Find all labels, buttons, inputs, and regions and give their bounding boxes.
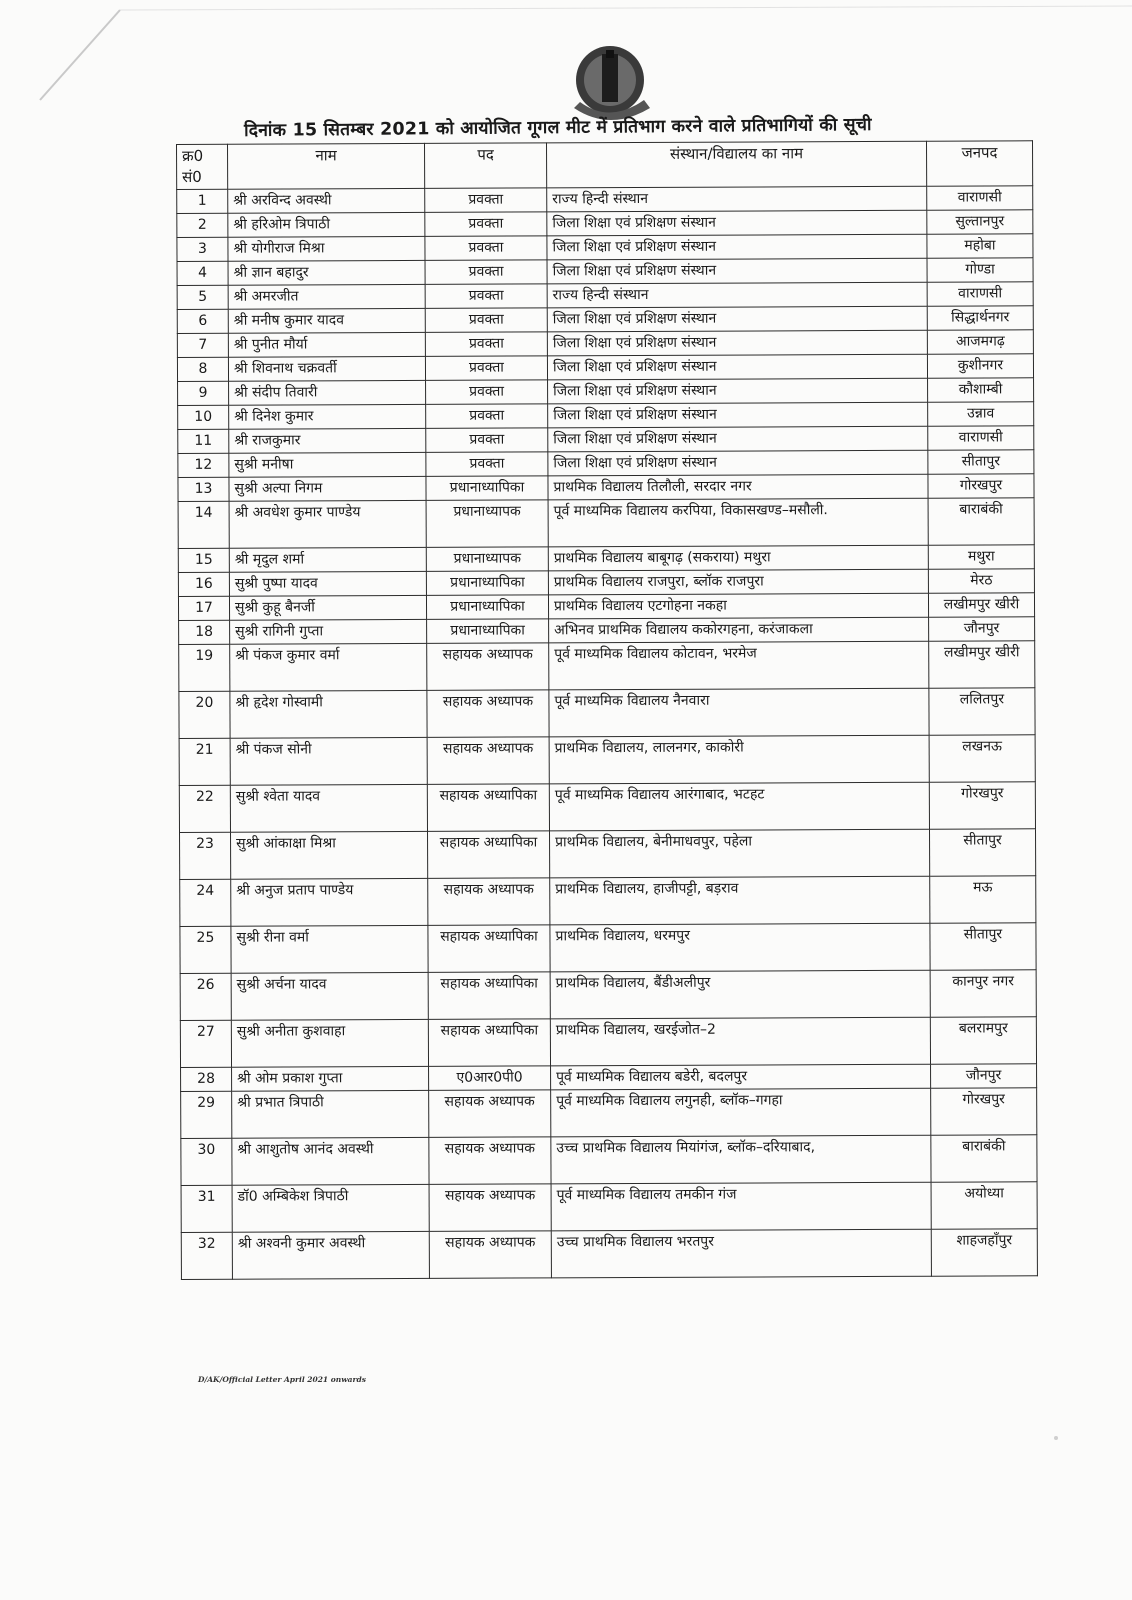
serial-number-cell: 13 [178, 477, 229, 501]
serial-number-cell: 32 [181, 1232, 232, 1279]
institution-cell: जिला शिक्षा एवं प्रशिक्षण संस्थान [548, 378, 928, 404]
name-cell: सुश्री रागिनी गुप्ता [230, 619, 427, 644]
serial-number-cell: 5 [177, 285, 228, 309]
serial-number-cell: 9 [178, 381, 229, 405]
post-cell: प्रवक्ता [426, 428, 548, 453]
district-cell: महोबा [927, 234, 1033, 258]
table-header-row [177, 141, 1033, 190]
district-cell: गोण्डा [927, 258, 1033, 282]
table-row [179, 735, 1035, 786]
serial-number-cell: 22 [179, 785, 230, 832]
name-cell: श्री ज्ञान बहादुर [228, 260, 425, 285]
serial-number-cell: 30 [181, 1138, 232, 1185]
table-row [181, 1229, 1037, 1280]
serial-number-cell: 23 [180, 832, 231, 879]
serial-number-cell: 3 [177, 237, 228, 261]
name-cell: श्री अवधेश कुमार पाण्डेय [229, 500, 426, 548]
district-cell: लखीमपुर खीरी [929, 641, 1035, 688]
serial-number-cell: 4 [177, 261, 228, 285]
post-cell: प्रधानाध्यापिका [426, 476, 548, 501]
serial-number-cell: 12 [178, 453, 229, 477]
serial-number-cell: 11 [178, 429, 229, 453]
district-cell: गोरखपुर [931, 1088, 1037, 1135]
table-row [179, 641, 1035, 692]
name-cell: श्री अश्वनी कुमार अवस्थी [232, 1231, 429, 1279]
district-cell: बाराबंकी [931, 1135, 1037, 1182]
institution-cell: जिला शिक्षा एवं प्रशिक्षण संस्थान [547, 306, 927, 332]
name-cell: डॉ0 अम्बिकेश त्रिपाठी [232, 1184, 429, 1232]
name-cell: श्री आशुतोष आनंद अवस्थी [232, 1137, 429, 1185]
institution-cell: जिला शिक्षा एवं प्रशिक्षण संस्थान [547, 330, 927, 356]
table-row [181, 1182, 1037, 1233]
district-cell: कानपुर नगर [930, 970, 1036, 1017]
post-cell: सहायक अध्यापक [427, 643, 549, 691]
name-cell: सुश्री कुहू बैनर्जी [229, 595, 426, 620]
serial-number-cell: 17 [178, 596, 229, 620]
table-row [180, 829, 1036, 880]
name-cell: श्री अनुज प्रताप पाण्डेय [231, 878, 428, 926]
post-cell: सहायक अध्यापिका [428, 925, 550, 973]
name-cell: श्री पंकज सोनी [230, 737, 427, 785]
serial-number-cell: 26 [180, 973, 231, 1020]
institution-cell: प्राथमिक विद्यालय, बेनीमाधवपुर, पहेला [550, 829, 930, 878]
institution-cell: अभिनव प्राथमिक विद्यालय ककोरगहना, करंजाकला [549, 617, 929, 643]
institution-cell: पूर्व माध्यमिक विद्यालय तमकीन गंज [551, 1182, 931, 1231]
post-cell: प्रवक्ता [426, 452, 548, 477]
institution-cell: प्राथमिक विद्यालय तिलौली, सरदार नगर [548, 474, 928, 500]
post-cell: प्रवक्ता [426, 404, 548, 429]
serial-number-cell: 24 [180, 879, 231, 926]
header-district: जनपद [926, 141, 1032, 186]
header-institution: संस्थान/विद्यालय का नाम [546, 141, 926, 188]
name-cell: श्री योगीराज मिश्रा [228, 236, 425, 261]
institution-logo [560, 44, 660, 120]
name-cell: श्री मनीष कुमार यादव [228, 308, 425, 333]
name-cell: श्री पुनीत मौर्या [228, 332, 425, 357]
institution-cell: जिला शिक्षा एवं प्रशिक्षण संस्थान [547, 354, 927, 380]
post-cell: प्रवक्ता [426, 380, 548, 405]
name-cell: सुश्री आंकाक्षा मिश्रा [231, 831, 428, 879]
institution-cell: जिला शिक्षा एवं प्रशिक्षण संस्थान [548, 450, 928, 476]
district-cell: सिद्धार्थनगर [927, 306, 1033, 330]
serial-number-cell: 1 [177, 189, 228, 213]
table-row [179, 688, 1035, 739]
post-cell: प्रवक्ता [425, 332, 547, 357]
post-cell: प्रवक्ता [425, 236, 547, 261]
table-row [181, 1135, 1037, 1186]
institution-cell: प्राथमिक विद्यालय एटगोहना नकहा [548, 593, 928, 619]
district-cell: सीतापुर [929, 829, 1035, 876]
name-cell: श्री हृदेश गोस्वामी [230, 690, 427, 738]
post-cell: प्रवक्ता [425, 356, 547, 381]
district-cell: लखीमपुर खीरी [928, 593, 1034, 617]
post-cell: सहायक अध्यापक [429, 1137, 551, 1185]
post-cell: सहायक अध्यापक [429, 1090, 551, 1138]
serial-number-cell: 18 [179, 620, 230, 644]
serial-number-cell: 25 [180, 926, 231, 973]
table-row [181, 1088, 1037, 1139]
institution-cell: पूर्व माध्यमिक विद्यालय नैनवारा [549, 688, 929, 737]
district-cell: जौनपुर [931, 1064, 1037, 1088]
institution-cell: प्राथमिक विद्यालय, खरईजोत–2 [550, 1017, 930, 1066]
institution-cell: राज्य हिन्दी संस्थान [547, 186, 927, 212]
district-cell: मेरठ [928, 569, 1034, 593]
institution-cell: पूर्व माध्यमिक विद्यालय आरंगाबाद, भटहट [549, 782, 929, 831]
page-title: दिनांक 15 सितम्बर 2021 को आयोजित गूगल मीट में प्रतिभाग करने वाले प्रतिभागियों की सूची [244, 114, 872, 141]
name-cell: श्री मृदुल शर्मा [229, 547, 426, 572]
name-cell: श्री दिनेश कुमार [229, 404, 426, 429]
name-cell: सुश्री अनीता कुशवाहा [231, 1019, 428, 1067]
institution-cell: पूर्व माध्यमिक विद्यालय करपिया, विकासखण्ड–मसौली. [548, 498, 928, 547]
institution-cell: जिला शिक्षा एवं प्रशिक्षण संस्थान [547, 210, 927, 236]
emblem-icon [560, 44, 660, 120]
serial-number-cell: 16 [178, 572, 229, 596]
name-cell: श्री शिवनाथ चक्रवर्ती [228, 356, 425, 381]
name-cell: सुश्री श्वेता यादव [230, 784, 427, 832]
institution-cell: प्राथमिक विद्यालय, धरमपुर [550, 923, 930, 972]
name-cell: श्री अरविन्द अवस्थी [228, 188, 425, 213]
institution-cell: प्राथमिक विद्यालय, लालनगर, काकोरी [549, 735, 929, 784]
serial-number-cell: 14 [178, 501, 229, 548]
district-cell: आजमगढ़ [927, 330, 1033, 354]
institution-cell: प्राथमिक विद्यालय, बैंडीअलीपुर [550, 970, 930, 1019]
institution-cell: उच्च प्राथमिक विद्यालय मियांगंज, ब्लॉक–दरियाबाद, [551, 1135, 931, 1184]
post-cell: प्रवक्ता [425, 308, 547, 333]
district-cell: वाराणसी [927, 282, 1033, 306]
serial-number-cell: 2 [177, 213, 228, 237]
institution-cell: पूर्व माध्यमिक विद्यालय कोटावन, भरमेज [549, 641, 929, 690]
district-cell: सीतापुर [930, 923, 1036, 970]
district-cell: शाहजहाँपुर [931, 1229, 1037, 1276]
name-cell: श्री पंकज कुमार वर्मा [230, 643, 427, 691]
post-cell: सहायक अध्यापिका [428, 831, 550, 879]
serial-number-cell: 19 [179, 644, 230, 691]
institution-cell: प्राथमिक विद्यालय, हाजीपट्टी, बड़राव [550, 876, 930, 925]
name-cell: श्री संदीप तिवारी [229, 380, 426, 405]
institution-cell: पूर्व माध्यमिक विद्यालय बडेरी, बदलपुर [551, 1064, 931, 1090]
name-cell: सुश्री मनीषा [229, 452, 426, 477]
institution-cell: जिला शिक्षा एवं प्रशिक्षण संस्थान [548, 426, 928, 452]
institution-cell: राज्य हिन्दी संस्थान [547, 282, 927, 308]
district-cell: कुशीनगर [927, 354, 1033, 378]
post-cell: प्रधानाध्यापक [426, 547, 548, 572]
table-row [179, 782, 1035, 833]
institution-cell: जिला शिक्षा एवं प्रशिक्षण संस्थान [547, 258, 927, 284]
institution-cell: प्राथमिक विद्यालय राजपुरा, ब्लॉक राजपुरा [548, 569, 928, 595]
serial-number-cell: 29 [181, 1091, 232, 1138]
post-cell: प्रधानाध्यापिका [426, 595, 548, 620]
post-cell: प्रवक्ता [425, 212, 547, 237]
header-name: नाम [228, 143, 425, 189]
name-cell: सुश्री अल्पा निगम [229, 476, 426, 501]
district-cell: कौशाम्बी [928, 378, 1034, 402]
post-cell: सहायक अध्यापक [427, 737, 549, 785]
district-cell: वाराणसी [927, 186, 1033, 210]
participants-table-body [177, 186, 1038, 1280]
header-post: पद [424, 143, 546, 189]
post-cell: सहायक अध्यापिका [428, 972, 550, 1020]
post-cell: प्रवक्ता [425, 284, 547, 309]
serial-number-cell: 15 [178, 548, 229, 572]
serial-number-cell: 10 [178, 405, 229, 429]
district-cell: बलरामपुर [930, 1017, 1036, 1064]
district-cell: मथुरा [928, 545, 1034, 569]
header-serial-number: क्र0 सं0 [177, 144, 228, 189]
district-cell: ललितपुर [929, 688, 1035, 735]
serial-number-cell: 27 [180, 1020, 231, 1067]
footer-reference: D/AK/Official Letter April 2021 onwards [198, 1375, 366, 1384]
serial-number-cell: 20 [179, 691, 230, 738]
name-cell: श्री ओम प्रकाश गुप्ता [232, 1066, 429, 1091]
name-cell: श्री अमरजीत [228, 284, 425, 309]
district-cell: अयोध्या [931, 1182, 1037, 1229]
post-cell: प्रवक्ता [425, 188, 547, 213]
table-row [180, 876, 1036, 927]
district-cell: सीतापुर [928, 450, 1034, 474]
post-cell: सहायक अध्यापक [428, 878, 550, 926]
post-cell: प्रधानाध्यापक [426, 500, 548, 548]
name-cell: सुश्री पुष्पा यादव [229, 571, 426, 596]
district-cell: उन्नाव [928, 402, 1034, 426]
serial-number-cell: 28 [181, 1067, 232, 1091]
institution-cell: जिला शिक्षा एवं प्रशिक्षण संस्थान [547, 234, 927, 260]
serial-number-cell: 31 [181, 1185, 232, 1232]
table-row [180, 923, 1036, 974]
district-cell: मऊ [930, 876, 1036, 923]
table-row [178, 498, 1034, 549]
name-cell: श्री राजकुमार [229, 428, 426, 453]
name-cell: श्री प्रभात त्रिपाठी [232, 1090, 429, 1138]
serial-number-cell: 7 [177, 333, 228, 357]
district-cell: बाराबंकी [928, 498, 1034, 545]
post-cell: सहायक अध्यापिका [428, 1019, 550, 1067]
district-cell: गोरखपुर [928, 474, 1034, 498]
serial-number-cell: 21 [179, 738, 230, 785]
table-row [180, 970, 1036, 1021]
post-cell: सहायक अध्यापिका [427, 784, 549, 832]
participants-table [176, 140, 1038, 1280]
post-cell: प्रधानाध्यापिका [426, 571, 548, 596]
institution-cell: पूर्व माध्यमिक विद्यालय लगुनही, ब्लॉक–गगहा [551, 1088, 931, 1137]
district-cell: जौनपुर [929, 617, 1035, 641]
post-cell: सहायक अध्यापक [429, 1231, 551, 1279]
institution-cell: जिला शिक्षा एवं प्रशिक्षण संस्थान [548, 402, 928, 428]
table-row [180, 1017, 1036, 1068]
name-cell: सुश्री अर्चना यादव [231, 972, 428, 1020]
institution-cell: उच्च प्राथमिक विद्यालय भरतपुर [551, 1229, 931, 1278]
serial-number-cell: 8 [177, 357, 228, 381]
post-cell: ए0आर0पी0 [429, 1066, 551, 1091]
name-cell: श्री हरिओम त्रिपाठी [228, 212, 425, 237]
district-cell: लखनऊ [929, 735, 1035, 782]
name-cell: सुश्री रीना वर्मा [231, 925, 428, 973]
district-cell: वाराणसी [928, 426, 1034, 450]
district-cell: सुल्तानपुर [927, 210, 1033, 234]
institution-cell: प्राथमिक विद्यालय बाबूगढ़ (सकराया) मथुरा [548, 545, 928, 571]
serial-number-cell: 6 [177, 309, 228, 333]
post-cell: सहायक अध्यापक [429, 1184, 551, 1232]
district-cell: गोरखपुर [929, 782, 1035, 829]
post-cell: प्रधानाध्यापिका [427, 619, 549, 644]
post-cell: प्रवक्ता [425, 260, 547, 285]
post-cell: सहायक अध्यापक [427, 690, 549, 738]
